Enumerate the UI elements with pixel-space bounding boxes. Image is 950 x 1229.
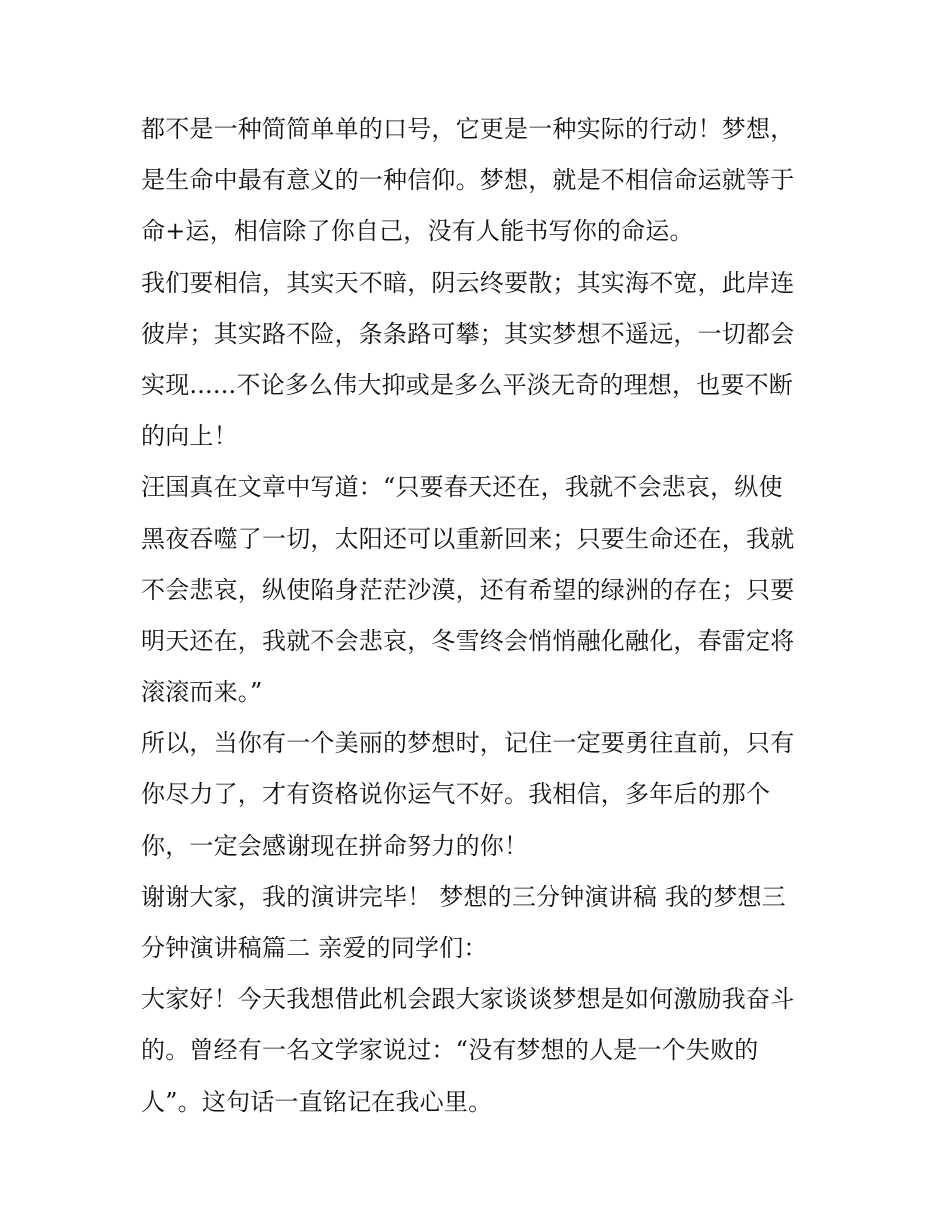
text-line: 彼岸；其实路不险，条条路可攀；其实梦想不遥远，一切都会 (141, 319, 795, 348)
text-line: 谢谢大家，我的演讲完毕！ 梦想的三分钟演讲稿 我的梦想三 (141, 882, 786, 911)
text-line: 所以，当你有一个美丽的梦想时，记住一定要勇往直前，只有 (141, 729, 795, 758)
text-line: 的。曾经有一名文学家说过：“没有梦想的人是一个失败的 (141, 1036, 759, 1065)
text-line: 黑夜吞噬了一切，太阳还可以重新回来；只要生命还在，我就 (141, 524, 795, 553)
text-line: 人”。这句话一直铭记在我心里。 (141, 1087, 493, 1116)
text-line: 大家好！今天我想借此机会跟大家谈谈梦想是如何激励我奋斗 (141, 985, 795, 1014)
text-line: 的向上！ (141, 422, 238, 451)
text-line: 汪国真在文章中写道：“只要春天还在，我就不会悲哀，纵使 (141, 473, 783, 502)
text-line: 不会悲哀，纵使陷身茫茫沙漠，还有希望的绿洲的存在；只要 (141, 575, 795, 604)
text-line: 分钟演讲稿篇二 亲爱的同学们： (141, 934, 488, 962)
document-body (141, 104, 821, 1128)
text-line: 你尽力了，才有资格说你运气不好。我相信，多年后的那个 (141, 780, 771, 809)
text-line: 我们要相信，其实天不暗，阴云终要散；其实海不宽，此岸连 (141, 268, 795, 297)
text-line: 明天还在，我就不会悲哀，冬雪终会悄悄融化融化，春雷定将 (141, 626, 795, 655)
text-line: 你，一定会感谢现在拼命努力的你！ (141, 831, 529, 860)
text-line: 命+运，相信除了你自己，没有人能书写你的命运。 (141, 217, 694, 246)
text-line: 是生命中最有意义的一种信仰。梦想，就是不相信命运就等于 (141, 166, 795, 195)
text-line: 滚滚而来。” (141, 678, 263, 707)
text-line: 都不是一种简简单单的口号，它更是一种实际的行动！梦想， (141, 115, 795, 143)
text-line: 实现......不论多么伟大抑或是多么平淡无奇的理想，也要不断 (141, 370, 793, 399)
